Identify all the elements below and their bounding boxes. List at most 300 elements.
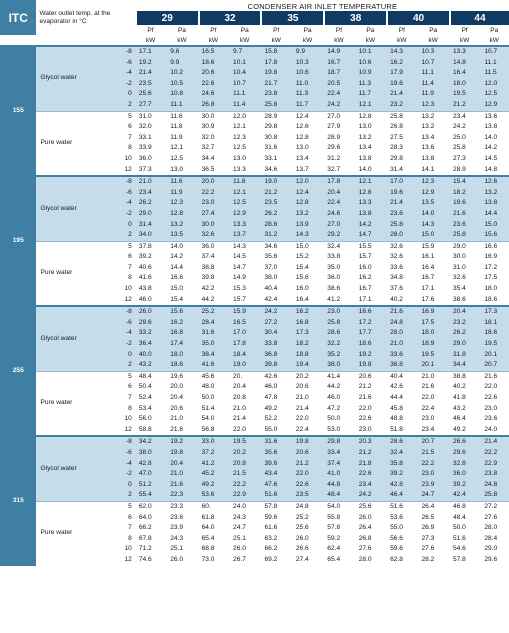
pa-value-cell: 19.5 — [479, 339, 509, 350]
pf-value-cell: 51.6 — [387, 501, 416, 512]
pa-value-cell: 27.6 — [479, 513, 509, 524]
pa-value-cell: 28.2 — [417, 555, 450, 566]
water-temp-cell: 0 — [99, 480, 135, 491]
pa-value-cell: 20.8 — [228, 393, 261, 404]
pa-value-cell: 19.2 — [165, 437, 198, 448]
water-temp-cell: 12 — [99, 555, 135, 566]
pf-value-cell: 29.0 — [136, 209, 165, 220]
water-temp-cell: -2 — [99, 209, 135, 220]
pa-value-cell: 20.2 — [291, 371, 324, 382]
pf-value-cell: 60. — [199, 501, 228, 512]
pa-value-cell: 13.5 — [165, 230, 198, 241]
pf-value-cell: 28.6 — [387, 437, 416, 448]
pa-value-cell: 13.7 — [291, 165, 324, 176]
pa-value-cell: 21.2 — [354, 448, 387, 459]
pf-value-cell: 48.8 — [387, 414, 416, 425]
pf-value-cell: 31.6 — [261, 143, 290, 154]
pf-value-cell: 24.2 — [324, 100, 353, 111]
pa-value-cell: 20.4 — [165, 393, 198, 404]
pf-value-cell: 34.6 — [261, 241, 290, 252]
pf-value-cell: 58.8 — [136, 425, 165, 436]
pf-value-cell: 14.9 — [324, 47, 353, 58]
pa-value-cell: 13.4 — [354, 143, 387, 154]
pf-value-cell: 23.5 — [136, 79, 165, 90]
pf-value-cell: 28.0 — [387, 230, 416, 241]
pa-value-cell: 11.8 — [228, 177, 261, 188]
water-temp-cell: 5 — [99, 241, 135, 252]
pf-value-cell: 27.9 — [324, 122, 353, 133]
pf-value-cell: 13.3 — [450, 47, 479, 58]
pf-value-cell: 31.4 — [387, 165, 416, 176]
pa-value-cell: 12.1 — [354, 100, 387, 111]
pa-value-cell: 20.1 — [417, 360, 450, 371]
pf-value-cell: 24.2 — [450, 122, 479, 133]
pa-value-cell: 23.0 — [417, 469, 450, 480]
pf-value-cell: 19.2 — [136, 58, 165, 69]
pf-value-cell: 36.0 — [199, 241, 228, 252]
pf-value-cell: 27.0 — [324, 111, 353, 122]
pa-value-cell: 23.0 — [479, 404, 509, 415]
pf-value-cell: 44.4 — [387, 393, 416, 404]
pf-column-header: Pf — [210, 26, 217, 34]
glycol-water-label: Glycol water — [36, 47, 99, 111]
pa-value-cell: 19.8 — [354, 360, 387, 371]
pf-value-cell: 65.4 — [324, 555, 353, 566]
pa-value-cell: 20.6 — [291, 382, 324, 393]
pf-value-cell: 55.4 — [136, 490, 165, 501]
pa-value-cell: 28.0 — [354, 555, 387, 566]
pf-value-cell: 19.0 — [261, 177, 290, 188]
pa-value-cell: 22.6 — [354, 469, 387, 480]
pf-value-cell: 53.6 — [387, 513, 416, 524]
pf-value-cell: 21.2 — [450, 100, 479, 111]
glycol-water-label: Glycol water — [36, 307, 99, 371]
pf-value-cell: 18.0 — [450, 79, 479, 90]
pa-value-cell: 10.3 — [417, 47, 450, 58]
pf-value-cell: 54.0 — [199, 414, 228, 425]
itc-model-label: 155 — [0, 47, 36, 175]
pf-value-cell: 23.4 — [136, 188, 165, 199]
pure-water-label: Pure water — [36, 241, 99, 305]
pa-value-cell: 15.9 — [417, 241, 450, 252]
pf-value-cell: 38.8 — [199, 263, 228, 274]
pa-value-cell: 12.0 — [291, 177, 324, 188]
water-temp-cell: 8 — [99, 273, 135, 284]
pf-value-cell: 33.4 — [324, 448, 353, 459]
pf-value-cell: 24.6 — [199, 89, 228, 100]
pa-value-cell: 21.5 — [417, 448, 450, 459]
pa-value-cell: 21.4 — [291, 404, 324, 415]
pf-value-cell: 32.2 — [324, 339, 353, 350]
water-temp-cell: -6 — [99, 448, 135, 459]
pf-value-cell: 57.8 — [450, 555, 479, 566]
unit-kw: kW — [271, 36, 281, 44]
pa-value-cell: 23.4 — [354, 480, 387, 491]
pf-value-cell: 40.6 — [136, 263, 165, 274]
pf-value-cell: 21.0 — [387, 339, 416, 350]
water-temp-cell: 7 — [99, 263, 135, 274]
pf-value-cell: 19.6 — [387, 79, 416, 90]
pa-value-cell: 16.9 — [479, 252, 509, 263]
pf-value-cell: 42.8 — [136, 459, 165, 470]
pf-value-cell: 36.0 — [324, 273, 353, 284]
pf-value-cell: 41.2 — [324, 295, 353, 306]
pa-value-cell: 15.0 — [479, 220, 509, 231]
pa-value-cell: 10.6 — [354, 58, 387, 69]
pa-value-cell: 22.9 — [479, 459, 509, 470]
water-temp-cell: -4 — [99, 68, 135, 79]
pa-value-cell: 16.8 — [165, 328, 198, 339]
pf-value-cell: 32.7 — [199, 143, 228, 154]
pf-value-cell: 41.4 — [324, 371, 353, 382]
pf-value-cell: 51.8 — [387, 425, 416, 436]
pf-value-cell: 34.4 — [450, 360, 479, 371]
pf-value-cell: 16.4 — [450, 68, 479, 79]
pf-value-cell: 18.6 — [199, 58, 228, 69]
pa-value-cell: 9.6 — [165, 47, 198, 58]
pa-value-cell: 12.8 — [354, 188, 387, 199]
pa-value-cell: 17.5 — [479, 273, 509, 284]
pa-value-cell: 10.5 — [165, 79, 198, 90]
pa-value-cell: 15.6 — [291, 273, 324, 284]
pf-column-header: Pf — [461, 26, 468, 34]
pf-value-cell: 51.2 — [136, 480, 165, 491]
water-temp-cell: 10 — [99, 154, 135, 165]
pa-value-cell: 26.5 — [417, 513, 450, 524]
pf-value-cell: 39.2 — [136, 252, 165, 263]
pf-value-cell: 32.6 — [450, 273, 479, 284]
pf-value-cell: 32.4 — [324, 241, 353, 252]
pa-value-cell: 15.9 — [228, 307, 261, 318]
pf-value-cell: 28.3 — [387, 143, 416, 154]
pa-value-cell: 21.6 — [165, 425, 198, 436]
water-temp-cell: 10 — [99, 544, 135, 555]
pa-value-cell: 10.9 — [354, 68, 387, 79]
pf-value-cell: 28.6 — [324, 328, 353, 339]
pa-value-cell: 12.0 — [228, 111, 261, 122]
pf-value-cell: 33.6 — [387, 350, 416, 361]
pa-value-cell: 22.0 — [354, 404, 387, 415]
itc-model-label: 315 — [0, 437, 36, 565]
pa-value-cell: 16.1 — [417, 252, 450, 263]
pf-value-cell: 40.2 — [450, 382, 479, 393]
pf-value-cell: 45.6 — [199, 371, 228, 382]
water-temp-cell: 7 — [99, 523, 135, 534]
pa-value-cell: 22.0 — [228, 425, 261, 436]
pf-value-cell: 32.8 — [450, 459, 479, 470]
pa-value-cell: 15.0 — [165, 284, 198, 295]
pf-value-cell: 44.2 — [199, 295, 228, 306]
pa-value-cell: 9.9 — [291, 47, 324, 58]
unit-row — [0, 35, 509, 45]
pf-value-cell: 69.2 — [261, 555, 290, 566]
pa-value-cell: 15.6 — [479, 230, 509, 241]
water-temp-cell: -6 — [99, 58, 135, 69]
pa-value-cell: 14.4 — [479, 209, 509, 220]
pa-value-cell: 13.2 — [291, 209, 324, 220]
water-temp-cell: 5 — [99, 111, 135, 122]
pa-value-cell: 25.2 — [291, 513, 324, 524]
pf-value-cell: 46.4 — [387, 490, 416, 501]
pf-value-cell: 29.6 — [136, 318, 165, 329]
pf-value-cell: 23.5 — [261, 198, 290, 209]
pf-value-cell: 47.0 — [136, 469, 165, 480]
water-temp-cell: 12 — [99, 295, 135, 306]
pa-value-cell: 16.4 — [291, 295, 324, 306]
pa-value-cell: 20.1 — [479, 350, 509, 361]
water-temp-cell: -4 — [99, 198, 135, 209]
pa-value-cell: 29.0 — [479, 544, 509, 555]
pf-value-cell: 37.4 — [199, 252, 228, 263]
water-temp-cell: -4 — [99, 328, 135, 339]
pf-value-cell: 33.6 — [387, 263, 416, 274]
pf-value-cell: 31.2 — [261, 230, 290, 241]
pa-value-cell: 22.3 — [165, 490, 198, 501]
pf-value-cell: 40.0 — [136, 350, 165, 361]
pa-value-cell: 13.4 — [291, 154, 324, 165]
pa-value-cell: 22.0 — [291, 414, 324, 425]
pa-value-cell: 18.2 — [291, 339, 324, 350]
table-row — [0, 371, 509, 382]
pa-value-cell: 11.4 — [228, 100, 261, 111]
unit-kw: kW — [302, 36, 313, 44]
pa-value-cell: 22.2 — [417, 459, 450, 470]
pa-value-cell: 20. — [228, 371, 261, 382]
pf-value-cell: 35.0 — [199, 339, 228, 350]
pf-value-cell: 32.6 — [199, 230, 228, 241]
pa-value-cell: 24.8 — [291, 501, 324, 512]
pf-value-cell: 50.4 — [136, 382, 165, 393]
pf-value-cell: 50.0 — [450, 523, 479, 534]
pa-value-cell: 11.1 — [228, 89, 261, 100]
pf-value-cell: 38.0 — [261, 273, 290, 284]
water-temp-cell: 6 — [99, 122, 135, 133]
water-temp-cell: -4 — [99, 459, 135, 470]
pa-value-cell: 26.0 — [354, 513, 387, 524]
unit-kw: kW — [489, 36, 499, 44]
pf-value-cell: 25.8 — [324, 318, 353, 329]
pf-value-cell: 28.4 — [199, 318, 228, 329]
pa-value-cell: 21.6 — [165, 480, 198, 491]
pa-value-cell: 24.3 — [165, 534, 198, 545]
pf-value-cell: 55.8 — [324, 513, 353, 524]
pa-column-header: Pa — [366, 26, 375, 34]
pa-value-cell: 23.0 — [417, 414, 450, 425]
pf-value-cell: 31.8 — [450, 350, 479, 361]
pa-value-cell: 22.0 — [417, 393, 450, 404]
water-temp-cell: 8 — [99, 404, 135, 415]
pa-column-header: Pa — [429, 26, 438, 34]
pf-value-cell: 37.4 — [324, 459, 353, 470]
pf-value-cell: 17.0 — [387, 177, 416, 188]
pa-value-cell: 16.4 — [417, 263, 450, 274]
pa-value-cell: 12.0 — [479, 79, 509, 90]
pf-value-cell: 30.9 — [199, 122, 228, 133]
pf-value-cell: 25.6 — [136, 89, 165, 100]
pa-value-cell: 16.9 — [417, 307, 450, 318]
pa-value-cell: 17.4 — [165, 339, 198, 350]
pa-value-cell: 17.3 — [291, 328, 324, 339]
pa-value-cell: 12.3 — [417, 177, 450, 188]
pf-value-cell: 64.0 — [199, 523, 228, 534]
pa-value-cell: 22.4 — [291, 425, 324, 436]
pa-value-cell: 11.3 — [291, 89, 324, 100]
pa-value-cell: 12.3 — [165, 198, 198, 209]
pf-value-cell: 29.6 — [450, 448, 479, 459]
pf-value-cell: 29.8 — [387, 154, 416, 165]
pa-value-cell: 18.6 — [165, 360, 198, 371]
pf-value-cell: 34.6 — [261, 165, 290, 176]
pa-value-cell: 21.5 — [228, 469, 261, 480]
pf-value-cell: 36.8 — [261, 350, 290, 361]
water-temp-cell: 0 — [99, 220, 135, 231]
pf-value-cell: 59.2 — [324, 534, 353, 545]
pa-value-cell: 14.0 — [417, 209, 450, 220]
pa-value-cell: 18.1 — [479, 318, 509, 329]
pf-value-cell: 40.4 — [261, 284, 290, 295]
pa-value-cell: 22.0 — [291, 469, 324, 480]
pf-value-cell: 56.0 — [136, 414, 165, 425]
pa-value-cell: 9.7 — [228, 47, 261, 58]
table-row — [0, 437, 509, 448]
pa-value-cell: 14.0 — [354, 165, 387, 176]
pf-value-cell: 29.0 — [450, 339, 479, 350]
pa-value-cell: 17.0 — [228, 328, 261, 339]
pf-value-cell: 42.2 — [199, 284, 228, 295]
pa-value-cell: 17.2 — [354, 318, 387, 329]
table-row — [0, 177, 509, 188]
pa-value-cell: 12.4 — [291, 111, 324, 122]
pa-value-cell: 18.9 — [417, 339, 450, 350]
pa-value-cell: 14.7 — [354, 230, 387, 241]
pf-value-cell: 32.0 — [199, 133, 228, 144]
pf-value-cell: 38.6 — [324, 284, 353, 295]
pf-value-cell: 48.4 — [324, 490, 353, 501]
air-temp-header: 38 — [324, 11, 387, 25]
water-temp-cell: -2 — [99, 339, 135, 350]
pa-value-cell: 24.8 — [479, 480, 509, 491]
pa-value-cell: 10.1 — [228, 58, 261, 69]
pa-value-cell: 12.3 — [228, 133, 261, 144]
pa-value-cell: 20.7 — [479, 360, 509, 371]
pa-value-cell: 17.3 — [479, 307, 509, 318]
pa-value-cell: 14.5 — [228, 252, 261, 263]
pa-value-cell: 27.4 — [291, 555, 324, 566]
pf-value-cell: 28.6 — [261, 220, 290, 231]
pf-value-cell: 38.6 — [450, 295, 479, 306]
pa-value-cell: 18.0 — [479, 284, 509, 295]
pa-value-cell: 12.6 — [479, 177, 509, 188]
pa-value-cell: 21.2 — [291, 459, 324, 470]
pf-value-cell: 38.4 — [199, 350, 228, 361]
pa-value-cell: 13.2 — [165, 220, 198, 231]
pa-value-cell: 16.7 — [354, 284, 387, 295]
unit-kw: kW — [240, 36, 250, 44]
pf-value-cell: 29.0 — [450, 241, 479, 252]
pf-value-cell: 39.8 — [261, 360, 290, 371]
pf-value-cell: 26.2 — [450, 328, 479, 339]
pa-value-cell: 10.7 — [228, 79, 261, 90]
pa-value-cell: 13.0 — [228, 154, 261, 165]
pf-value-cell: 25.8 — [387, 111, 416, 122]
pf-value-cell: 22.4 — [324, 89, 353, 100]
water-temp-cell: 6 — [99, 252, 135, 263]
table-row — [0, 241, 509, 252]
pf-value-cell: 34.8 — [387, 273, 416, 284]
pf-value-cell: 15.4 — [450, 177, 479, 188]
air-temp-header: 32 — [199, 11, 262, 25]
pf-value-cell: 31.0 — [136, 111, 165, 122]
air-temp-header: 35 — [261, 11, 324, 25]
pa-value-cell: 14.1 — [417, 165, 450, 176]
pf-value-cell: 39.8 — [199, 273, 228, 284]
pa-value-cell: 26.0 — [228, 544, 261, 555]
pa-value-cell: 17.2 — [479, 263, 509, 274]
unit-kw: kW — [397, 36, 407, 44]
unit-kw: kW — [428, 36, 438, 44]
pf-value-cell: 48.4 — [450, 513, 479, 524]
pf-value-cell: 46.0 — [261, 382, 290, 393]
pa-value-cell: 16.7 — [417, 273, 450, 284]
pf-value-cell: 52.4 — [136, 393, 165, 404]
pa-value-cell: 19.8 — [291, 437, 324, 448]
pf-value-cell: 41.6 — [199, 360, 228, 371]
pa-value-cell: 26.0 — [165, 555, 198, 566]
water-temp-cell: -8 — [99, 307, 135, 318]
pf-value-cell: 29.6 — [324, 143, 353, 154]
pa-value-cell: 28.0 — [479, 523, 509, 534]
pa-value-cell: 12.1 — [228, 188, 261, 199]
pa-value-cell: 15.6 — [165, 307, 198, 318]
pf-value-cell: 49.2 — [450, 425, 479, 436]
pa-value-cell: 20.8 — [228, 459, 261, 470]
water-temp-cell: 6 — [99, 513, 135, 524]
pa-value-cell: 13.6 — [479, 111, 509, 122]
pf-value-cell: 18.7 — [324, 68, 353, 79]
pf-value-cell: 33.1 — [261, 154, 290, 165]
pf-value-cell: 25.2 — [199, 307, 228, 318]
pa-value-cell: 26.4 — [354, 523, 387, 534]
pf-value-cell: 23.4 — [450, 111, 479, 122]
pa-value-cell: 14.2 — [479, 143, 509, 154]
pa-value-cell: 11.4 — [417, 79, 450, 90]
pf-value-cell: 51.6 — [450, 534, 479, 545]
pf-value-cell: 42.8 — [387, 480, 416, 491]
pa-value-cell: 24.2 — [354, 490, 387, 501]
pf-value-cell: 28.0 — [387, 328, 416, 339]
pf-value-cell: 27.0 — [324, 220, 353, 231]
pa-value-cell: 20.0 — [165, 382, 198, 393]
pa-value-cell: 10.8 — [165, 89, 198, 100]
pa-column-header: Pa — [303, 26, 312, 34]
pa-value-cell: 14.4 — [165, 263, 198, 274]
pa-value-cell: 13.8 — [354, 154, 387, 165]
pf-value-cell: 20.0 — [199, 177, 228, 188]
pf-value-cell: 22.2 — [199, 188, 228, 199]
pa-value-cell: 25.6 — [291, 523, 324, 534]
pa-value-cell: 23.4 — [417, 425, 450, 436]
pf-value-cell: 73.0 — [199, 555, 228, 566]
pf-value-cell: 17.8 — [324, 177, 353, 188]
pf-value-cell: 49.2 — [261, 404, 290, 415]
pa-value-cell: 12.5 — [479, 89, 509, 100]
pure-water-label: Pure water — [36, 371, 99, 435]
water-temp-cell: 8 — [99, 534, 135, 545]
pf-value-cell: 34.0 — [136, 230, 165, 241]
pa-value-cell: 14.8 — [479, 165, 509, 176]
pf-value-cell: 25.8 — [261, 100, 290, 111]
pf-value-cell: 35.2 — [324, 350, 353, 361]
